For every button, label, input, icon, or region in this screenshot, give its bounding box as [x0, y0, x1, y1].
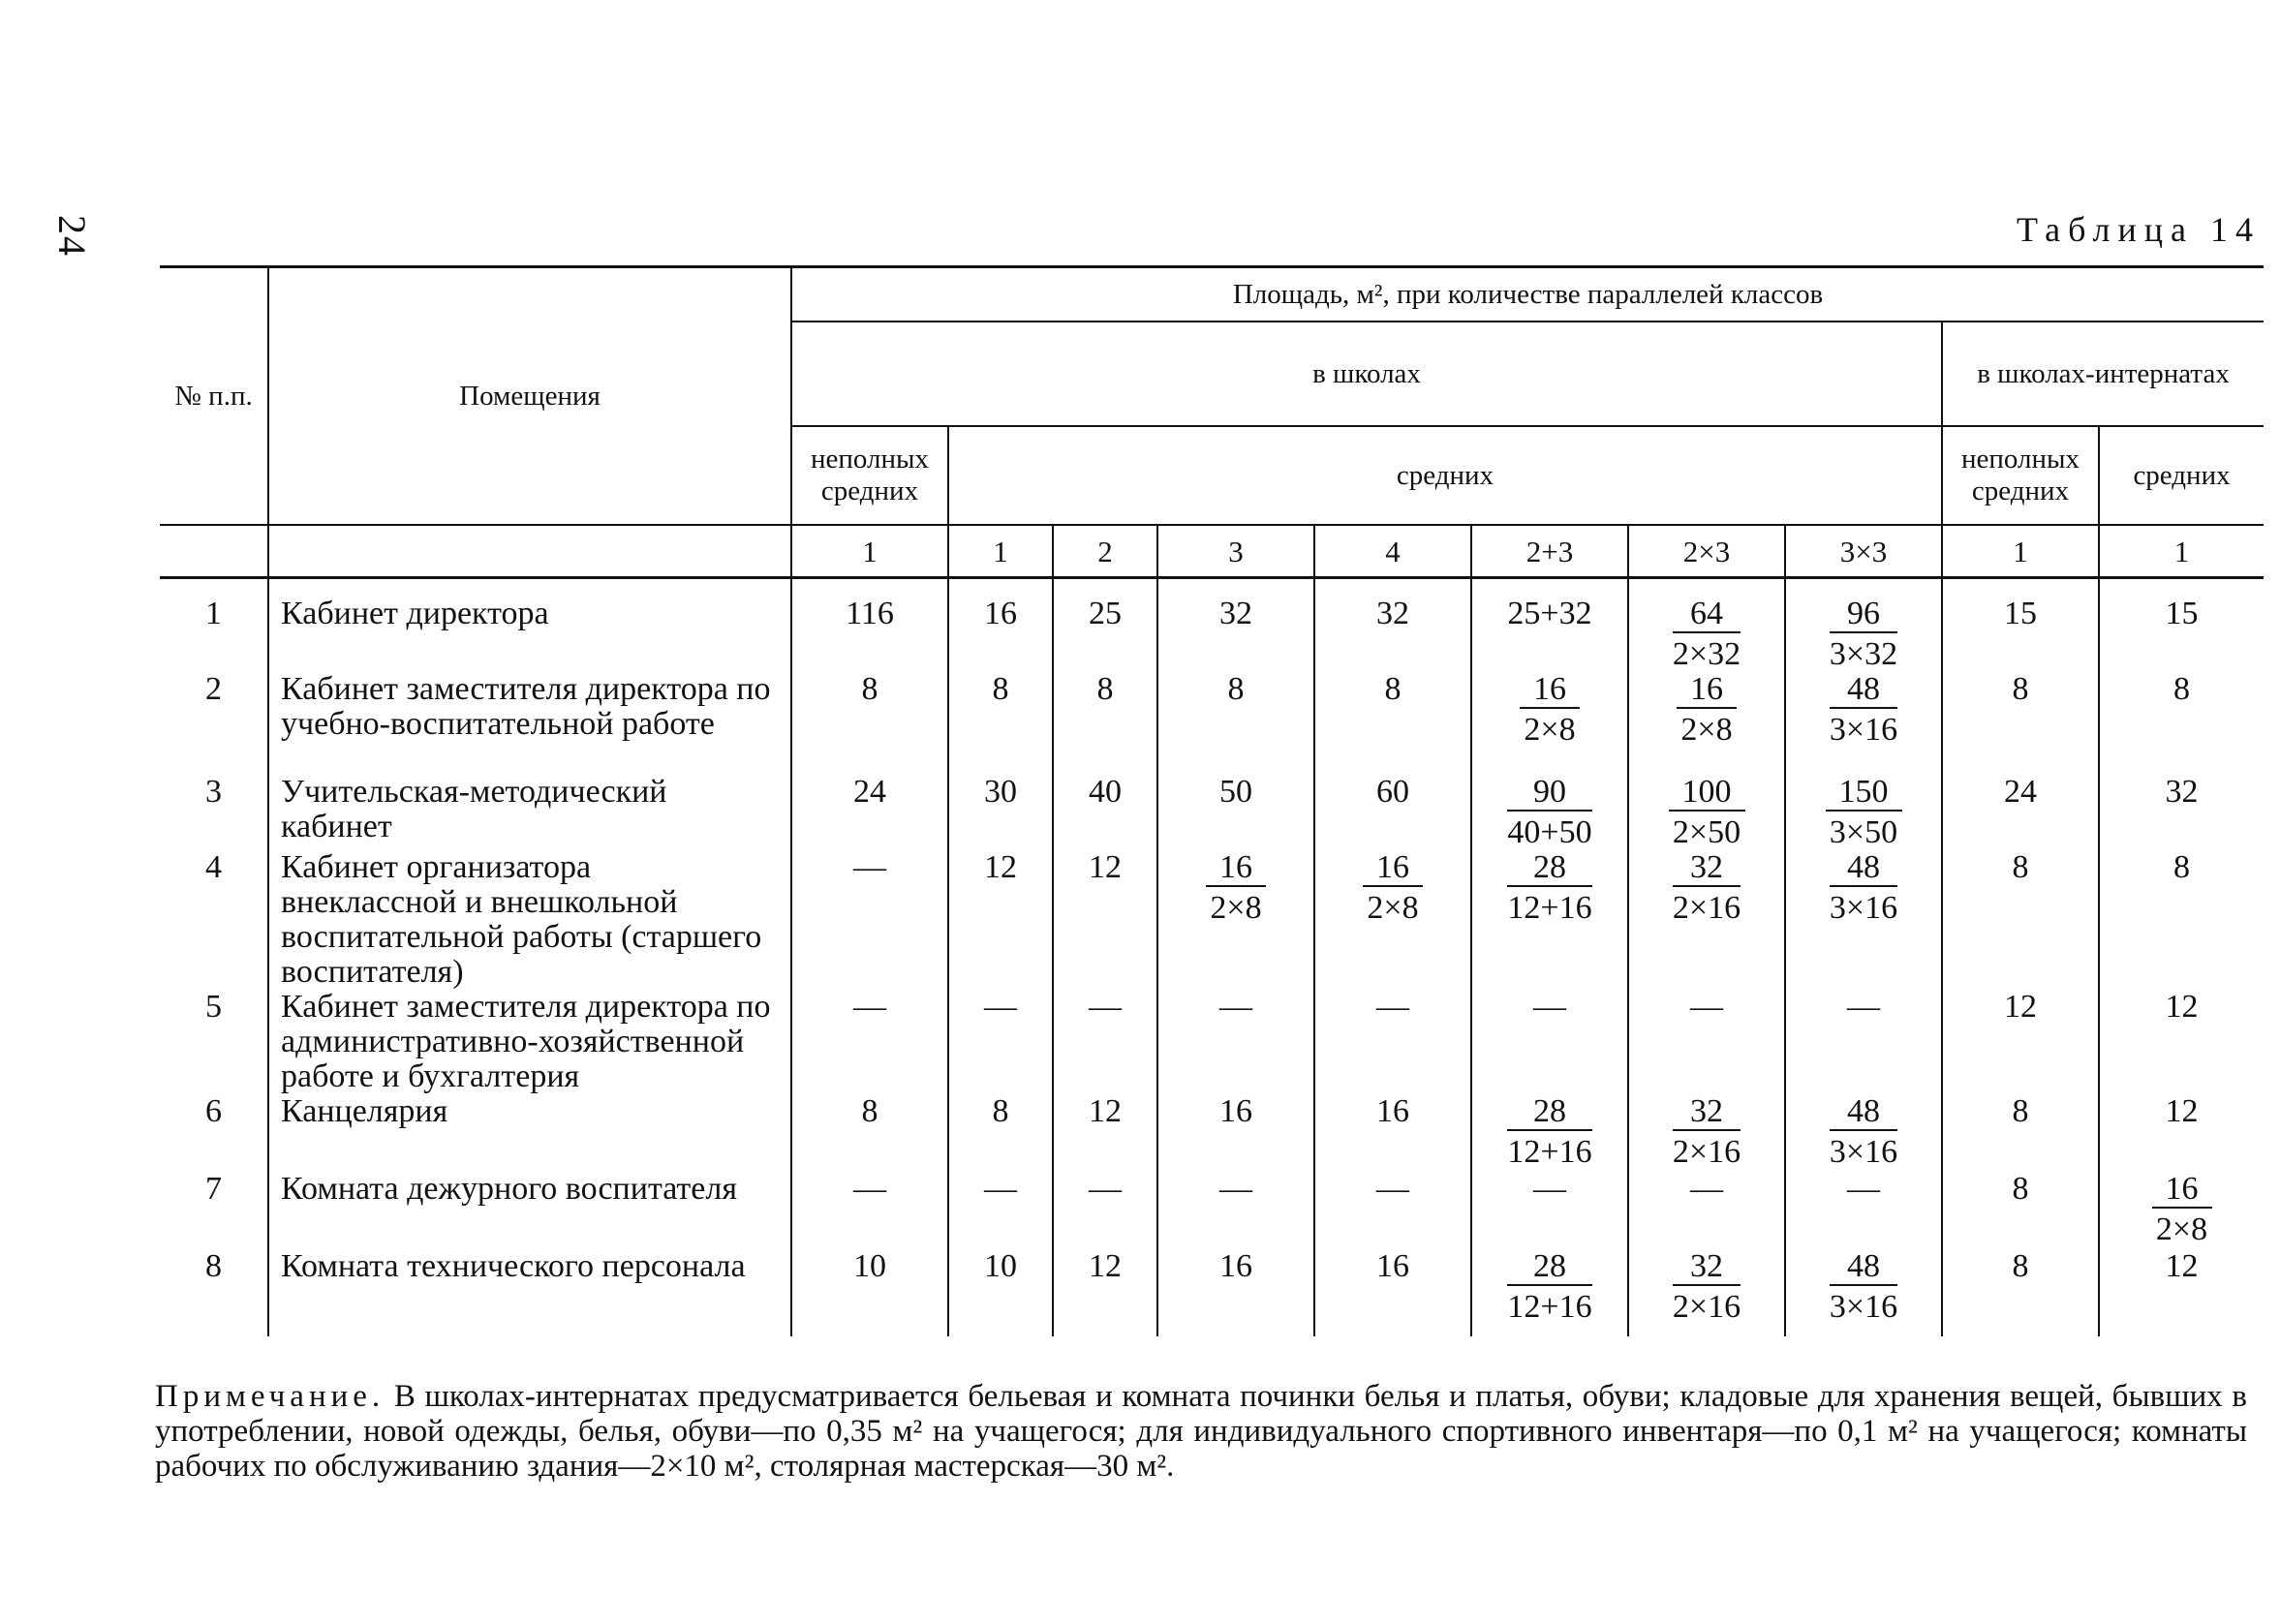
table-row: [160, 578, 2264, 673]
fraction-value: [1206, 850, 1266, 926]
area-cell: 60: [1314, 775, 1471, 850]
area-cell: 24: [791, 775, 948, 850]
area-cell: 116: [791, 578, 948, 673]
area-cell: [1628, 1249, 1785, 1336]
area-cell: [1628, 672, 1785, 775]
fraction-total: 16: [2152, 1172, 2212, 1209]
area-cell: —: [1471, 1172, 1628, 1249]
row-number: 2: [160, 672, 268, 775]
area-cell: 15: [1942, 578, 2099, 673]
table-row: [160, 850, 2264, 990]
fraction-value: [1520, 672, 1580, 748]
area-cell: 8: [1942, 850, 2099, 990]
area-cell: 12: [2099, 1249, 2264, 1336]
area-cell: 12: [948, 850, 1053, 990]
fraction-breakdown: 3×16: [1829, 712, 1898, 748]
area-cell: 12: [1053, 850, 1157, 990]
header-boarding-incomplete: неполных средних: [1942, 426, 2099, 525]
header-area: Площадь, м², при количестве параллелей классов: [791, 267, 2264, 322]
table-row: [160, 990, 2264, 1094]
area-cell: —: [1628, 990, 1785, 1094]
area-cell: 50: [1157, 775, 1314, 850]
room-name: Комната дежурного воспитателя: [268, 1172, 791, 1249]
fraction-value: [1363, 850, 1423, 926]
area-cell: [1628, 775, 1785, 850]
column-number: 2: [1053, 525, 1157, 578]
header-boarding-secondary: средних: [2099, 426, 2264, 525]
area-cell: —: [1785, 1172, 1942, 1249]
fraction-total: 16: [1520, 672, 1580, 709]
row-number: 1: [160, 578, 268, 673]
area-cell: 8: [791, 1094, 948, 1172]
area-cell: [2099, 1172, 2264, 1249]
fraction-total: 28: [1507, 1249, 1591, 1286]
fraction-total: 48: [1830, 850, 1897, 887]
table-row: [160, 1172, 2264, 1249]
area-cell: 32: [1314, 578, 1471, 673]
fraction-breakdown: 12+16: [1507, 890, 1592, 926]
area-cell: 8: [1942, 1249, 2099, 1336]
area-cell: 12: [2099, 1094, 2264, 1172]
room-name: Канцелярия: [268, 1094, 791, 1172]
area-cell: —: [1471, 990, 1628, 1094]
column-number: 3: [1157, 525, 1314, 578]
fraction-total: 100: [1669, 775, 1745, 812]
fraction-value: [1507, 850, 1591, 926]
header-num: № п.п.: [160, 267, 268, 526]
fraction-value: [1669, 775, 1745, 850]
area-cell: 16: [1157, 1249, 1314, 1336]
area-cell: [1471, 1249, 1628, 1336]
row-number: 7: [160, 1172, 268, 1249]
fraction-total: 150: [1826, 775, 1902, 812]
area-cell: 8: [1942, 1172, 2099, 1249]
area-cell: 8: [1157, 672, 1314, 775]
fraction-total: 16: [1677, 672, 1737, 709]
area-cell: 16: [1157, 1094, 1314, 1172]
area-cell: —: [1314, 990, 1471, 1094]
area-cell: [1785, 1249, 1942, 1336]
fraction-total: 90: [1507, 775, 1591, 812]
area-cell: 32: [1157, 578, 1314, 673]
row-number: 6: [160, 1094, 268, 1172]
area-cell: 16: [1314, 1094, 1471, 1172]
fraction-breakdown: 2×50: [1672, 814, 1741, 850]
fraction-value: [1830, 1094, 1897, 1170]
fraction-breakdown: 2×16: [1672, 1134, 1741, 1170]
fraction-breakdown: 3×32: [1829, 636, 1898, 672]
rooms-area-table: [160, 265, 2264, 1336]
fraction-total: 16: [1206, 850, 1266, 887]
room-name: Кабинет заместителя директора по учебно-воспитательной работе: [268, 672, 791, 775]
area-cell: 25: [1053, 578, 1157, 673]
area-cell: 8: [1942, 672, 2099, 775]
fraction-value: [1507, 1094, 1591, 1170]
column-number: 2×3: [1628, 525, 1785, 578]
area-cell: 25+32: [1471, 578, 1628, 673]
area-cell: —: [948, 1172, 1053, 1249]
fraction-breakdown: 2×8: [1680, 712, 1733, 748]
fraction-total: 28: [1507, 850, 1591, 887]
fraction-value: [1673, 1249, 1741, 1325]
area-cell: —: [791, 990, 948, 1094]
fraction-breakdown: 2×8: [2155, 1211, 2208, 1247]
fraction-value: [1507, 775, 1591, 850]
footnote-text: В школах-интернатах предусматривается бельевая и комната починки белья и платья, обуви; кладовые для хранения вещей, бывших в употреблении, новой одежды, белья, обуви—по 0,35 м² на учащегося; для индивидуального спортивного инвентаря—по 0,1 м² на учащегося; комнаты рабочих по обслуживанию здания—2×10 м², столярная мастерская—30 м².: [155, 1379, 2248, 1484]
column-number: 4: [1314, 525, 1471, 578]
footnote: [155, 1379, 2247, 1484]
fraction-value: [1673, 850, 1741, 926]
fraction-total: 48: [1830, 672, 1897, 709]
fraction-value: [1673, 1094, 1741, 1170]
area-cell: 12: [1942, 990, 2099, 1094]
area-cell: [1628, 1094, 1785, 1172]
fraction-breakdown: 3×50: [1829, 814, 1898, 850]
area-cell: [1157, 850, 1314, 990]
fraction-value: [1673, 597, 1741, 672]
table-caption: Таблица 14: [2017, 210, 2261, 249]
fraction-breakdown: 2×8: [1524, 712, 1576, 748]
area-cell: [1785, 775, 1942, 850]
fraction-value: [1507, 1249, 1591, 1325]
column-number: 1: [791, 525, 948, 578]
fraction-breakdown: 3×16: [1829, 1134, 1898, 1170]
table-row: [160, 1249, 2264, 1336]
area-cell: —: [948, 990, 1053, 1094]
colnum-blank: [268, 525, 791, 578]
header-secondary: средних: [948, 426, 1942, 525]
fraction-value: [1830, 672, 1897, 748]
area-cell: 8: [1053, 672, 1157, 775]
area-cell: 30: [948, 775, 1053, 850]
area-cell: 8: [948, 1094, 1053, 1172]
column-number: 2+3: [1471, 525, 1628, 578]
header-schools: в школах: [791, 322, 1942, 426]
area-cell: 8: [948, 672, 1053, 775]
header-incomplete: неполных средних: [791, 426, 948, 525]
table-body: [160, 578, 2264, 1337]
fraction-breakdown: 3×16: [1829, 1289, 1898, 1325]
area-cell: 12: [1053, 1094, 1157, 1172]
area-cell: [1471, 775, 1628, 850]
fraction-breakdown: 2×32: [1672, 636, 1741, 672]
footnote-label: Примечание.: [155, 1379, 385, 1414]
area-cell: 8: [1314, 672, 1471, 775]
area-cell: 8: [791, 672, 948, 775]
fraction-total: 32: [1673, 1249, 1741, 1286]
column-number: 1: [1942, 525, 2099, 578]
area-cell: [1785, 1094, 1942, 1172]
row-number: 4: [160, 850, 268, 990]
fraction-breakdown: 2×8: [1210, 890, 1262, 926]
area-cell: [1785, 672, 1942, 775]
area-cell: —: [1053, 1172, 1157, 1249]
area-cell: 10: [791, 1249, 948, 1336]
area-cell: 16: [948, 578, 1053, 673]
fraction-total: 32: [1673, 1094, 1741, 1131]
fraction-total: 32: [1673, 850, 1741, 887]
fraction-value: [1677, 672, 1737, 748]
area-cell: [1314, 850, 1471, 990]
area-cell: 8: [2099, 850, 2264, 990]
fraction-total: 96: [1830, 597, 1897, 633]
area-cell: —: [1314, 1172, 1471, 1249]
header-rooms: Помещения: [268, 267, 791, 526]
fraction-total: 48: [1830, 1249, 1897, 1286]
area-cell: 12: [2099, 990, 2264, 1094]
area-cell: 10: [948, 1249, 1053, 1336]
area-cell: [1471, 850, 1628, 990]
fraction-breakdown: 2×16: [1672, 1289, 1741, 1325]
area-cell: 24: [1942, 775, 2099, 850]
area-cell: —: [1628, 1172, 1785, 1249]
column-numbers-row: [160, 525, 2264, 578]
page-number: 24: [50, 215, 94, 258]
area-cell: —: [791, 1172, 948, 1249]
fraction-breakdown: 2×16: [1672, 890, 1741, 926]
column-number: 1: [948, 525, 1053, 578]
row-number: 3: [160, 775, 268, 850]
fraction-value: [1830, 850, 1897, 926]
fraction-breakdown: 3×16: [1829, 890, 1898, 926]
area-cell: 16: [1314, 1249, 1471, 1336]
area-cell: [1785, 578, 1942, 673]
fraction-total: 28: [1507, 1094, 1591, 1131]
area-cell: 15: [2099, 578, 2264, 673]
table-row: [160, 672, 2264, 775]
room-name: Кабинет заместителя директора по административно-хозяйственной работе и бухгалтерия: [268, 990, 791, 1094]
area-cell: 8: [2099, 672, 2264, 775]
fraction-total: 64: [1673, 597, 1741, 633]
row-number: 8: [160, 1249, 268, 1336]
room-name: Кабинет директора: [268, 578, 791, 673]
area-cell: —: [791, 850, 948, 990]
area-cell: —: [1053, 990, 1157, 1094]
area-cell: [1628, 578, 1785, 673]
area-cell: [1471, 672, 1628, 775]
header-boarding: в школах-интернатах: [1942, 322, 2264, 426]
colnum-blank: [160, 525, 268, 578]
fraction-value: [1830, 1249, 1897, 1325]
fraction-value: [2152, 1172, 2212, 1247]
column-number: 3×3: [1785, 525, 1942, 578]
fraction-breakdown: 12+16: [1507, 1289, 1592, 1325]
area-cell: [1785, 850, 1942, 990]
fraction-breakdown: 2×8: [1367, 890, 1419, 926]
room-name: Комната технического персонала: [268, 1249, 791, 1336]
fraction-value: [1830, 597, 1897, 672]
row-number: 5: [160, 990, 268, 1094]
area-cell: 32: [2099, 775, 2264, 850]
area-cell: —: [1157, 990, 1314, 1094]
area-cell: —: [1785, 990, 1942, 1094]
table-row: [160, 1094, 2264, 1172]
area-cell: [1471, 1094, 1628, 1172]
area-cell: 12: [1053, 1249, 1157, 1336]
fraction-breakdown: 12+16: [1507, 1134, 1592, 1170]
fraction-value: [1826, 775, 1902, 850]
room-name: Учительская-методический кабинет: [268, 775, 791, 850]
area-cell: 40: [1053, 775, 1157, 850]
table-row: [160, 775, 2264, 850]
area-cell: 8: [1942, 1094, 2099, 1172]
fraction-total: 16: [1363, 850, 1423, 887]
area-cell: —: [1157, 1172, 1314, 1249]
fraction-total: 48: [1830, 1094, 1897, 1131]
fraction-breakdown: 40+50: [1507, 814, 1592, 850]
column-number: 1: [2099, 525, 2264, 578]
room-name: Кабинет организатора внеклассной и внешкольной воспитательной работы (старшего воспитателя): [268, 850, 791, 990]
area-cell: [1628, 850, 1785, 990]
